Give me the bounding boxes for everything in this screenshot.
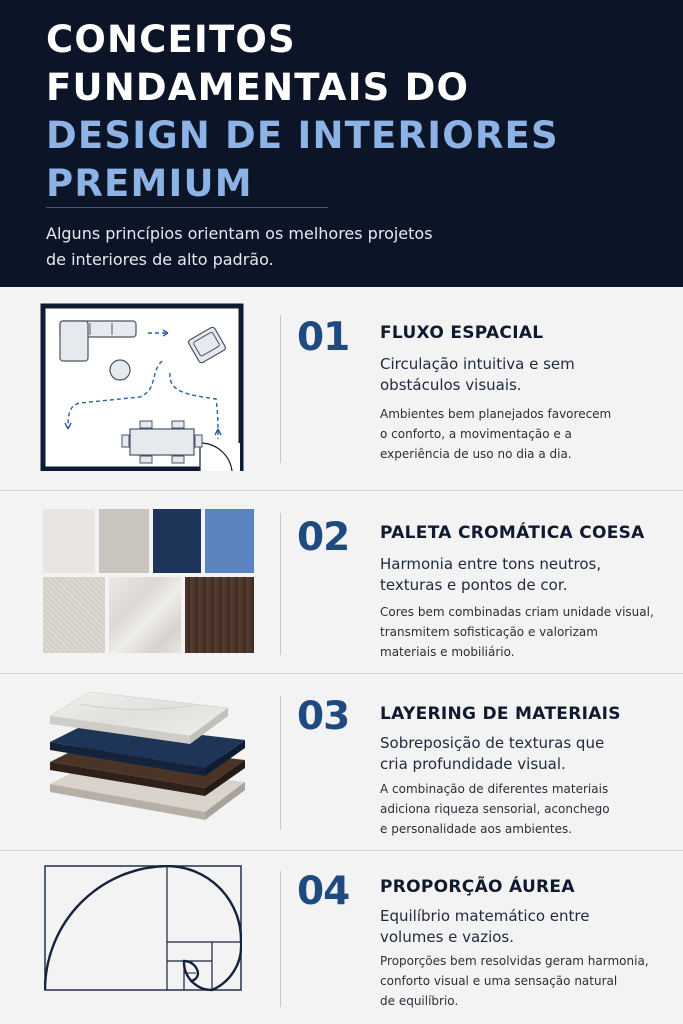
section-fluxo-espacial — [0, 287, 683, 490]
page-header — [0, 0, 683, 287]
section-number: 01 — [297, 315, 350, 360]
section-lead — [380, 906, 670, 948]
title-divider — [46, 207, 328, 208]
lead-line-2: obstáculos visuais. — [380, 376, 522, 394]
section-divider-line — [280, 315, 281, 463]
body-line-1: Ambientes bem planejados favorecem — [380, 407, 612, 421]
body-line-2: o conforto, a movimentação e a — [380, 427, 572, 441]
section-divider-line — [280, 871, 281, 1007]
page-subtitle — [46, 221, 566, 273]
section-title: PALETA CROMÁTICA COESA — [380, 523, 645, 543]
body-line-3: materiais e mobiliário. — [380, 645, 515, 659]
section-number: 02 — [297, 515, 350, 560]
material-layers-illustration — [40, 684, 260, 840]
title-line-4: PREMIUM — [46, 162, 253, 205]
body-line-3: experiência de uso no dia a dia. — [380, 447, 572, 461]
body-line-3: e personalidade aos ambientes. — [380, 822, 573, 836]
body-line-3: de equilíbrio. — [380, 994, 459, 1008]
section-number: 04 — [297, 869, 350, 914]
section-lead — [380, 733, 670, 775]
section-layering-materiais — [0, 674, 683, 850]
title-line-2: FUNDAMENTAIS DO — [46, 66, 470, 109]
lead-line-2: volumes e vazios. — [380, 928, 515, 946]
swatch-taupe — [99, 509, 149, 573]
section-number: 03 — [297, 694, 350, 739]
section-title: LAYERING DE MATERIAIS — [380, 704, 621, 724]
body-line-1: Proporções bem resolvidas geram harmonia, — [380, 954, 649, 968]
section-body — [380, 779, 670, 839]
lead-line-2: texturas e pontos de cor. — [380, 576, 568, 594]
section-paleta-cromatica — [0, 491, 683, 673]
subtitle-line-2: de interiores de alto padrão. — [46, 250, 274, 269]
section-title: FLUXO ESPACIAL — [380, 323, 544, 343]
section-lead — [380, 554, 670, 596]
section-body — [380, 951, 670, 1011]
section-proporcao-aurea — [0, 851, 683, 1024]
body-line-1: Cores bem combinadas criam unidade visual, — [380, 605, 654, 619]
lead-line-1: Equilíbrio matemático entre — [380, 907, 590, 925]
swatch-linen-texture — [43, 577, 105, 653]
section-divider-line — [280, 696, 281, 830]
subtitle-line-1: Alguns princípios orientam os melhores projetos — [46, 224, 433, 243]
swatch-wood-texture — [185, 577, 254, 653]
lead-line-2: cria profundidade visual. — [380, 755, 566, 773]
lead-line-1: Harmonia entre tons neutros, — [380, 555, 602, 573]
section-title: PROPORÇÃO ÁUREA — [380, 877, 575, 897]
body-line-2: conforto visual e uma sensação natural — [380, 974, 618, 988]
body-line-2: transmitem sofisticação e valorizam — [380, 625, 598, 639]
page-title — [46, 16, 666, 208]
lead-line-1: Circulação intuitiva e sem — [380, 355, 575, 373]
swatch-cream — [43, 509, 95, 573]
section-body — [380, 404, 670, 464]
title-line-1: CONCEITOS — [46, 18, 296, 61]
section-divider-line — [280, 513, 281, 655]
floor-plan-illustration — [40, 303, 246, 471]
body-line-2: adiciona riqueza sensorial, aconchego — [380, 802, 610, 816]
swatch-blue — [205, 509, 254, 573]
body-line-1: A combinação de diferentes materiais — [380, 782, 609, 796]
section-body — [380, 602, 670, 662]
section-lead — [380, 354, 670, 396]
lead-line-1: Sobreposição de texturas que — [380, 734, 605, 752]
title-line-3: DESIGN DE INTERIORES — [46, 114, 559, 157]
swatch-marble-texture — [109, 577, 181, 653]
swatch-navy — [153, 509, 201, 573]
golden-spiral-illustration — [44, 865, 242, 993]
